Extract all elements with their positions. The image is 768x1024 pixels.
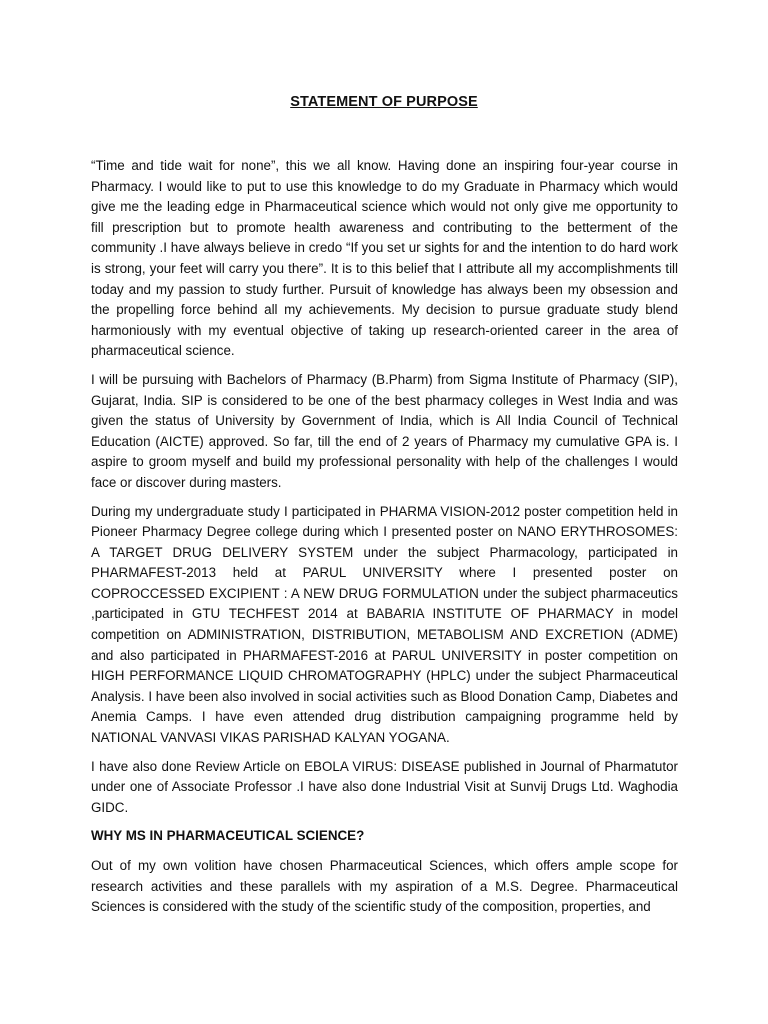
paragraph-introduction: “Time and tide wait for none”, this we all know. Having done an inspiring four-year course in Pharmacy. I would like to put to use this knowledge to do my Graduate in Pharmacy which would give me the leading edge in Pharmaceutical science which would not only give me opportunity to fill prescription but to promote health awareness and contributing to the betterment of the community .I have always believe in credo “If you set ur sights for and the intention to do hard work is strong, your feet will carry you there”. It is to this belief that I attribute all my accomplishments till today and my passion to study further. Pursuit of knowledge has always been my obsession and the propelling force behind all my achievements. My decision to pursue graduate study blend harmoniously with my eventual objective of taking up research-oriented career in the area of pharmaceutical science.	[91, 158, 678, 359]
document-title: STATEMENT OF PURPOSE	[290, 94, 478, 110]
paragraph-activities: During my undergraduate study I participated in PHARMA VISION-2012 poster competition held in Pioneer Pharmacy Degree college during which I presented poster on NANO ERYTHROSOMES: A TARGET DRUG DELIVERY SYSTEM under the subject Pharmacology, participated in PHARMAFEST-2013 held at PARUL UNIVERSITY where I presented poster on COPROCCESSED EXCIPIENT : A NEW DRUG FORMULATION under the subject pharmaceutics ,participated in GTU TECHFEST 2014 at BABARIA INSTITUTE OF PHARMACY in model competition on ADMINISTRATION, DISTRIBUTION, METABOLISM AND EXCRETION (ADME) and also participated in PHARMAFEST-2016 at PARUL UNIVERSITY in poster competition on HIGH PERFORMANCE LIQUID CHROMATOGRAPHY (HPLC) under the subject Pharmaceutical Analysis. I have been also involved in social activities such as Blood Donation Camp, Diabetes and Anemia Camps. I have even attended drug distribution campaigning programme held by NATIONAL VANVASI VIKAS PARISHAD KALYAN YOGANA.	[91, 503, 678, 746]
paragraph-review-article: I have also done Review Article on EBOLA VIRUS: DISEASE published in Journal of Pharmatutor under one of Associate Professor .I have also done Industrial Visit at Sunvij Drugs Ltd. Waghodia GIDC.	[91, 758, 678, 815]
section-heading: WHY MS IN PHARMACEUTICAL SCIENCE?	[91, 828, 365, 844]
paragraph-why-ms: Out of my own volition have chosen Pharmaceutical Sciences, which offers ample scope for research activities and these parallels with my aspiration of a M.S. Degree. Pharmaceutical Sciences is considered with the study of the scientific study of the composition, properties, and	[91, 858, 678, 915]
paragraph-education: I will be pursuing with Bachelors of Pharmacy (B.Pharm) from Sigma Institute of Pharmacy (SIP), Gujarat, India. SIP is considered to be one of the best pharmacy colleges in West India and was given the status of University by Government of India, which is All India Council of Technical Education (AICTE) approved. So far, till the end of 2 years of Pharmacy my cumulative GPA is. I aspire to groom myself and build my professional personality with help of the challenges I would face or discover during masters.	[91, 371, 678, 490]
document-body	[91, 156, 678, 926]
